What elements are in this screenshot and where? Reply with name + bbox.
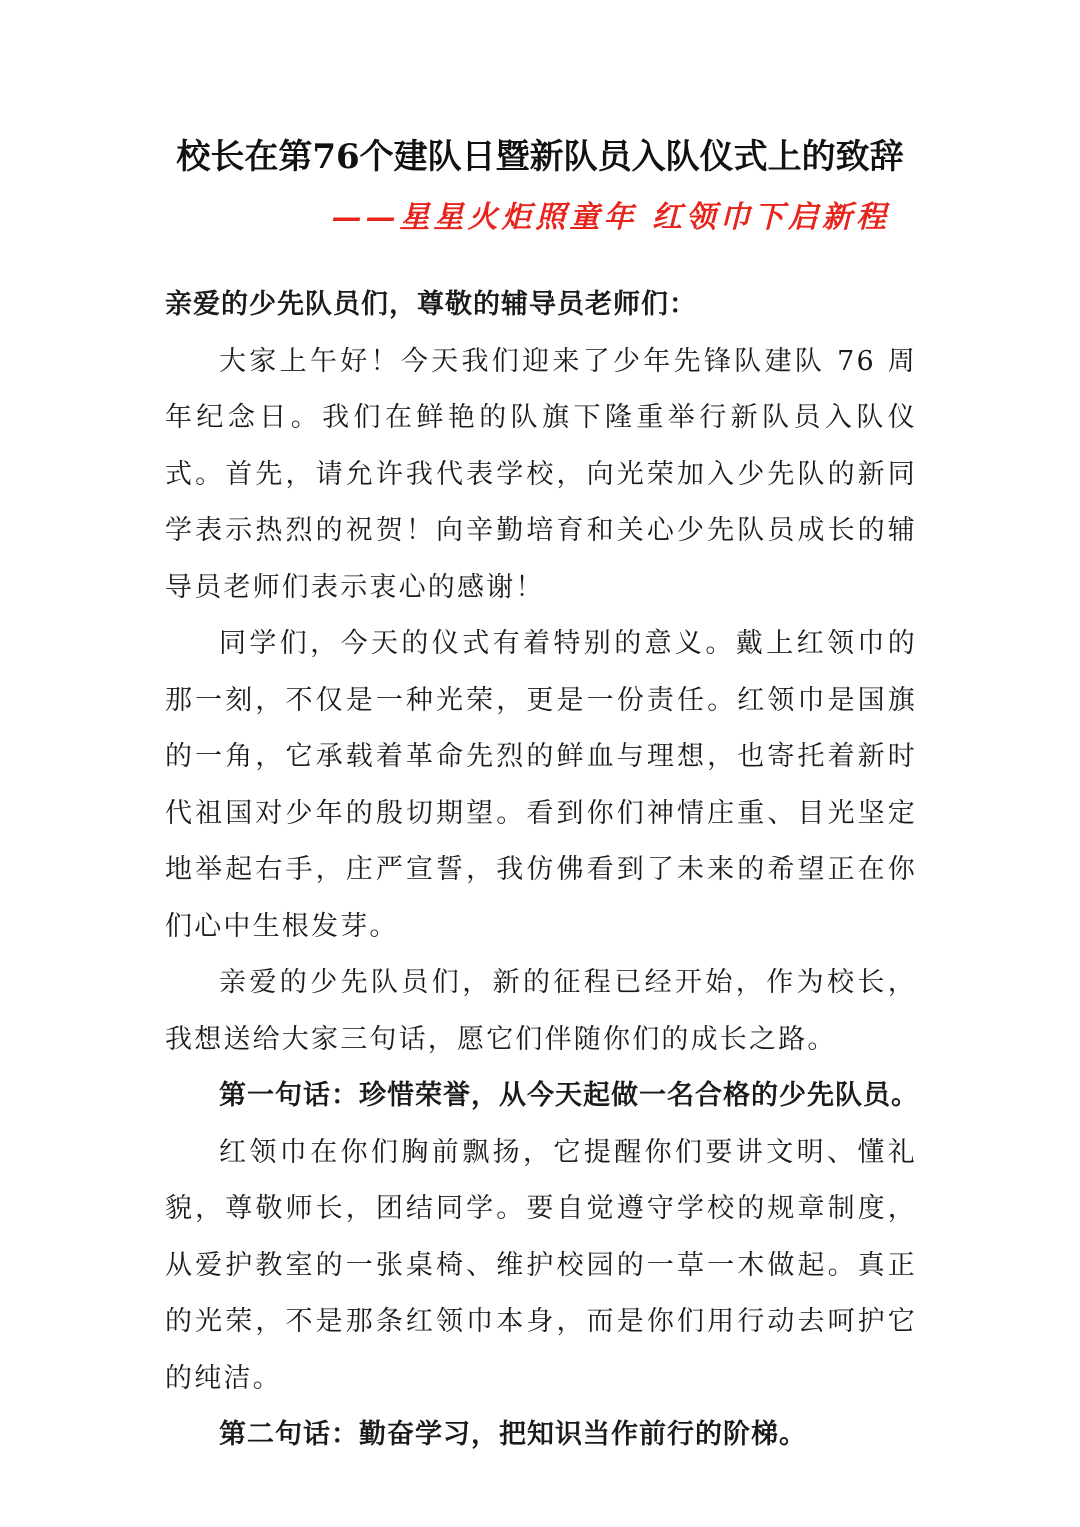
section-heading-2: 第二句话：勤奋学习，把知识当作前行的阶梯。 [219,1419,807,1450]
document-body [165,277,917,1464]
section-heading-1: 第一句话：珍惜荣誉，从今天起做一名合格的少先队员。 [219,1080,919,1111]
salutation: 亲爱的少先队员们，尊敬的辅导员老师们： [165,289,697,320]
paragraph-honor: 红领巾在你们胸前飘扬，它提醒你们要讲文明、懂礼貌，尊敬师长，团结同学。要自觉遵守学校的规章制度，从爱护教室的一张桌椅、维护校园的一草一木做起。真正的光荣，不是那条红领巾本身，而是你们用行动去呵护它的纯洁。 [165,1136,917,1394]
document-subtitle: ——星星火炬照童年 红领巾下启新程 [331,200,890,235]
paragraph-significance: 同学们，今天的仪式有着特别的意义。戴上红领巾的那一刻，不仅是一种光荣，更是一份责任。红领巾是国旗的一角，它承载着革命先烈的鲜血与理想，也寄托着新时代祖国对少年的殷切期望。看到你们神情庄重、目光坚定地举起右手，庄严宣誓，我仿佛看到了未来的希望正在你们心中生根发芽。 [165,628,917,942]
paragraph-greeting: 大家上午好！今天我们迎来了少年先锋队建队 76 周年纪念日。我们在鲜艳的队旗下隆重举行新队员入队仪式。首先，请允许我代表学校，向光荣加入少先队的新同学表示热烈的祝贺！向辛勤培育和关心少先队员成长的辅导员老师们表示衷心的感谢！ [165,345,917,603]
paragraph-three-sentences: 亲爱的少先队员们，新的征程已经开始，作为校长，我想送给大家三句话，愿它们伴随你们的成长之路。 [165,967,917,1055]
document-title: 校长在第76个建队日暨新队员入队仪式上的致辞 [176,137,904,177]
